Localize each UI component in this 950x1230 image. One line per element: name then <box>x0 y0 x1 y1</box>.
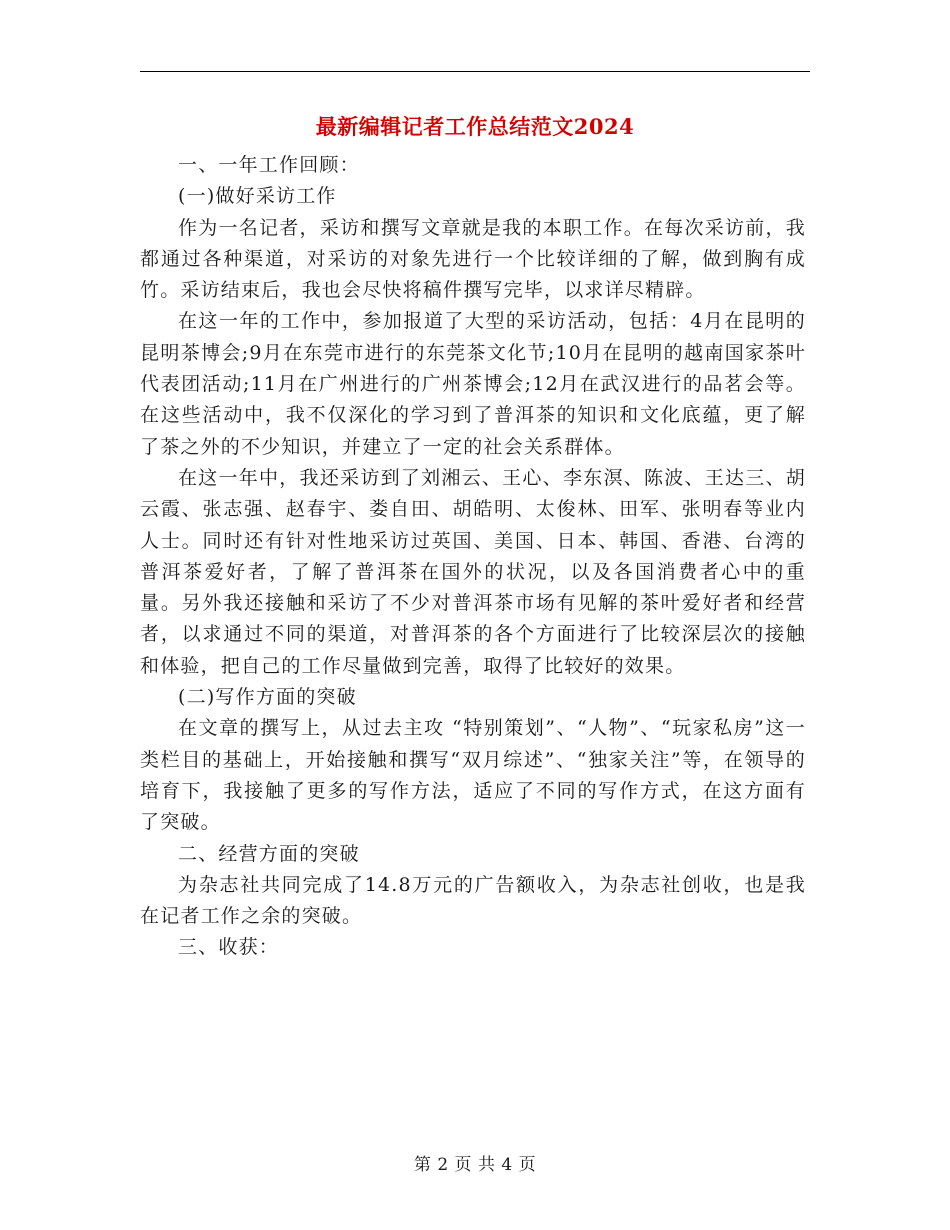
section-heading-gains: 三、收获： <box>178 936 280 959</box>
header-rule <box>140 71 810 72</box>
body-paragraph: 在这一年的工作中，参加报道了大型的采访活动，包括：4月在昆明的昆明茶博会;9月在东莞市进行的东莞茶文化节;10月在昆明的越南国家茶叶代表团活动;11月在广州进行的广州茶博会;12月在武汉进行的品茗会等。在这些活动中，我不仅深化的学习到了普洱茶的知识和文化底蕴，更了解了茶之外的不少知识，并建立了一定的社会关系群体。 <box>140 310 806 458</box>
subheading-interviews: (一)做好采访工作 <box>178 185 337 208</box>
body-paragraph: 在文章的撰写上，从过去主攻 “特别策划”、“人物”、“玩家私房”这一类栏目的基础上，开始接触和撰写“双月综述”、“独家关注”等，在领导的培育下，我接触了更多的写作方法，适应了不同的写作方式，在这方面有了突破。 <box>140 717 806 834</box>
document-title: 最新编辑记者工作总结范文2024 <box>315 114 635 139</box>
body-paragraph: 为杂志社共同完成了14.8万元的广告额收入，为杂志社创收，也是我在记者工作之余的突破。 <box>140 873 806 928</box>
section-heading-business: 二、经营方面的突破 <box>178 842 360 865</box>
body-paragraph: 在这一年中，我还采访到了刘湘云、王心、李东溟、陈波、王达三、胡云霞、张志强、赵春宇、娄自田、胡皓明、太俊林、田军、张明春等业内人士。同时还有针对性地采访过英国、美国、日本、韩国、香港、台湾的普洱茶爱好者，了解了普洱茶在国外的状况，以及各国消费者心中的重量。另外我还接触和采访了不少对普洱茶市场有见解的茶叶爱好者和经营者，以求通过不同的渠道，对普洱茶的各个方面进行了比较深层次的接触和体验，把自己的工作尽量做到完善，取得了比较好的效果。 <box>140 466 806 677</box>
section-heading-review: 一、一年工作回顾： <box>178 154 360 176</box>
subheading-writing: (二)写作方面的突破 <box>178 686 357 709</box>
page-number-footer: 第 2 页 共 4 页 <box>413 1155 537 1175</box>
document-body <box>140 150 806 964</box>
body-paragraph: 作为一名记者，采访和撰写文章就是我的本职工作。在每次采访前，我都通过各种渠道，对采访的对象先进行一个比较详细的了解，做到胸有成竹。采访结束后，我也会尽快将稿件撰写完毕，以求详尽精辟。 <box>140 216 806 302</box>
